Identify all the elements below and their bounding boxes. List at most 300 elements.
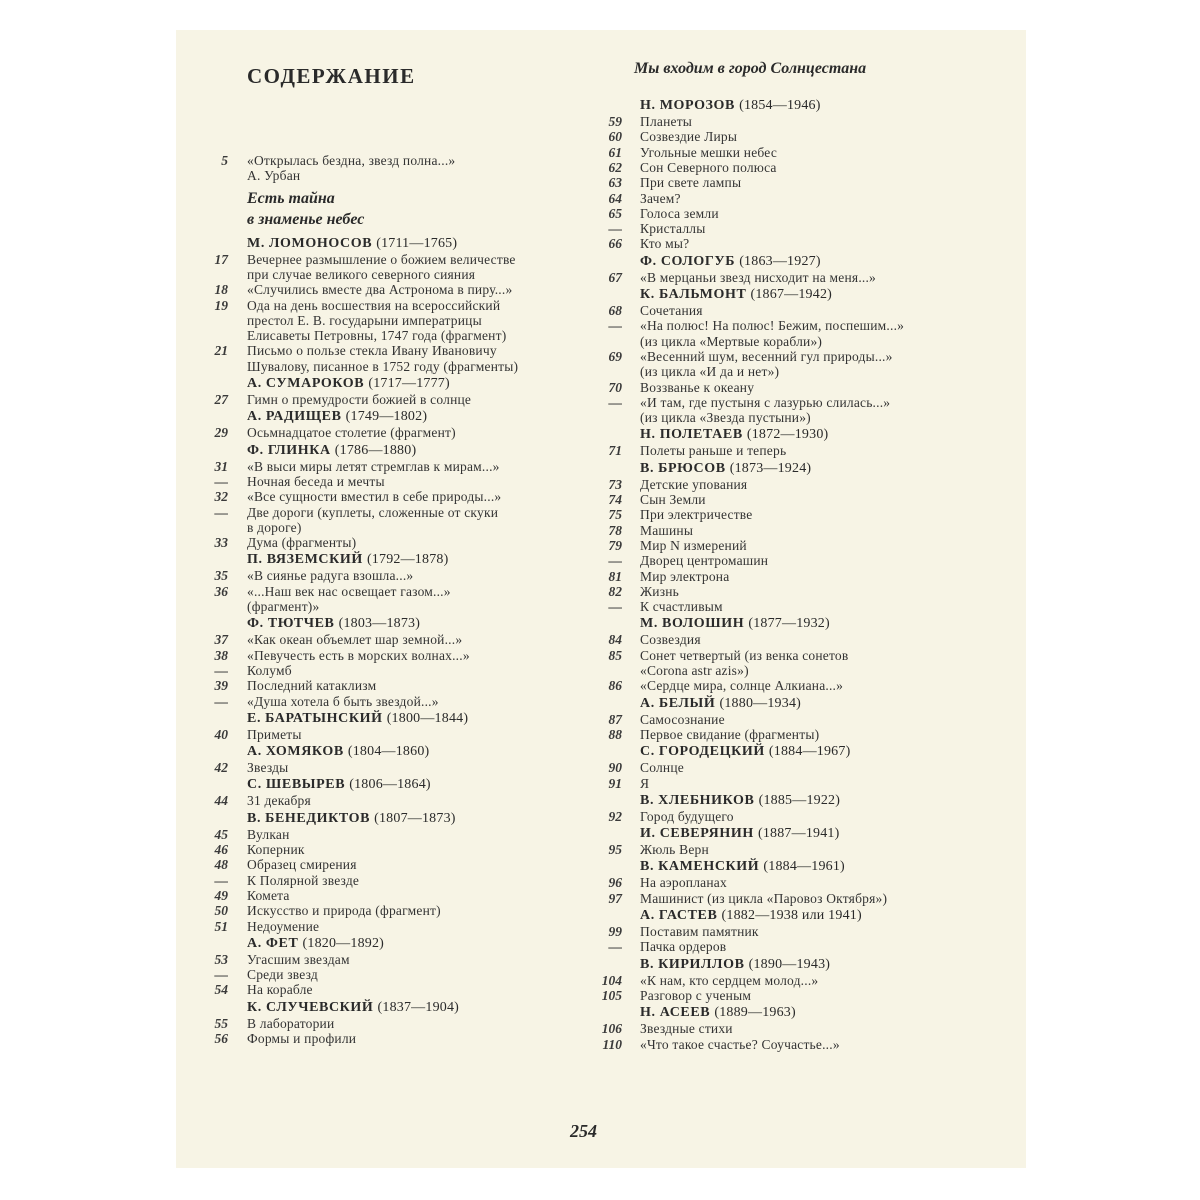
author-years: (1867—1942) xyxy=(750,287,833,302)
toc-entry xyxy=(176,425,596,441)
toc-entry xyxy=(598,924,1026,940)
entry-title: «В сиянье радуга взошла...» xyxy=(247,568,414,584)
author-heading xyxy=(176,811,596,827)
entry-page-number: 87 xyxy=(608,711,622,727)
author-years: (1882—1938 или 1941) xyxy=(721,908,862,923)
entry-page-number: 36 xyxy=(214,583,228,599)
entry-page-number: 81 xyxy=(608,568,622,584)
entry-title: Угольные мешки небес xyxy=(640,144,778,160)
author-heading xyxy=(598,1005,1026,1021)
author-heading xyxy=(176,552,596,568)
toc-entry xyxy=(598,569,1026,585)
entry-title: Искусство и природа (фрагмент) xyxy=(247,903,441,919)
entry-page-number: 61 xyxy=(608,144,622,160)
toc-entry xyxy=(598,973,1026,989)
toc-entry xyxy=(598,875,1026,891)
toc-entry xyxy=(598,538,1026,554)
entry-page-number: 51 xyxy=(214,918,228,934)
author-years: (1880—1934) xyxy=(719,695,802,711)
entry-title: Гимн о премудрости божией в солнце xyxy=(247,392,472,407)
entry-title: Мир N измерений xyxy=(640,537,747,553)
entry-title: при случае великого северного сияния xyxy=(247,266,476,282)
entry-title: «Певучесть есть в морских волнах...» xyxy=(247,647,470,663)
toc-entry xyxy=(598,776,1026,792)
entry-title: Приметы xyxy=(247,726,302,742)
entry-title: Образец смирения xyxy=(247,857,357,873)
author-heading xyxy=(176,616,596,632)
entry-title: Жизнь xyxy=(640,583,680,599)
author-name: Е. БАРАТЫНСКИЙ (1800—1844) xyxy=(247,710,469,726)
toc-entry xyxy=(176,1016,596,1032)
author-heading xyxy=(176,936,596,952)
toc-entry xyxy=(176,328,596,344)
entry-title: в дороге) xyxy=(247,519,302,535)
entry-page-number: 84 xyxy=(608,632,622,648)
entry-title: Голоса земли xyxy=(640,205,719,221)
toc-entry xyxy=(176,982,596,998)
toc-entry xyxy=(598,727,1026,743)
entry-title: Мир электрона xyxy=(640,568,730,584)
entry-page-number: 39 xyxy=(214,678,228,694)
entry-page-number: 35 xyxy=(214,568,228,584)
entry-page-number: 59 xyxy=(608,114,622,129)
author-name: С. ШЕВЫРЕВ (1806—1864) xyxy=(247,777,431,793)
entry-title: На аэропланах xyxy=(640,875,727,891)
entry-title: «Душа хотела б быть звездой...» xyxy=(247,693,439,709)
toc-entry xyxy=(598,492,1026,508)
entry-page-number: 75 xyxy=(608,507,622,523)
entry-page-number: 79 xyxy=(608,537,622,553)
toc-entry xyxy=(598,303,1026,319)
toc-entry xyxy=(176,648,596,664)
toc-entry xyxy=(598,584,1026,600)
entry-page-number: 78 xyxy=(608,522,622,538)
author-heading xyxy=(598,793,1026,809)
toc-entry xyxy=(598,114,1026,130)
entry-title: В лаборатории xyxy=(247,1015,335,1031)
entry-title: Поставим памятник xyxy=(640,924,759,939)
entry-page-number: 68 xyxy=(608,303,622,318)
entry-title: Шувалову, писанное в 1752 году (фрагменты) xyxy=(247,358,519,374)
entry-title: При электричестве xyxy=(640,507,753,523)
toc-entry xyxy=(176,153,596,169)
entry-page-number: — xyxy=(214,967,228,983)
entry-page-number: 66 xyxy=(608,236,622,252)
toc-entry xyxy=(176,535,596,551)
author-heading xyxy=(176,376,596,392)
entry-page-number: 82 xyxy=(608,583,622,599)
author-name: Н. ПОЛЕТАЕВ (1872—1930) xyxy=(640,427,829,443)
toc-entry xyxy=(176,873,596,889)
entry-title: Первое свидание (фрагменты) xyxy=(640,726,820,742)
entry-title: Дворец центромашин xyxy=(640,553,769,569)
toc-entry xyxy=(176,888,596,904)
entry-title: Я xyxy=(640,775,650,791)
toc-entry xyxy=(598,334,1026,350)
entry-page-number: 67 xyxy=(608,269,622,285)
toc-entry xyxy=(598,523,1026,539)
toc-entry xyxy=(598,145,1026,161)
entry-title: Машинист (из цикла «Паровоз Октября») xyxy=(640,890,888,906)
toc-entry xyxy=(598,648,1026,664)
entry-title: Формы и профили xyxy=(247,1031,357,1046)
author-name: И. СЕВЕРЯНИН (1887—1941) xyxy=(640,826,840,842)
entry-title: Зачем? xyxy=(640,190,681,206)
entry-page-number: 90 xyxy=(608,760,622,776)
entry-page-number: — xyxy=(608,553,622,569)
entry-page-number: 21 xyxy=(214,343,228,359)
toc-entry xyxy=(598,1021,1026,1037)
toc-entry xyxy=(176,459,596,475)
entry-title: Созвездие Лиры xyxy=(640,129,738,145)
entry-title: «Сердце мира, солнце Алкиана...» xyxy=(640,678,844,694)
entry-page-number: — xyxy=(214,662,228,678)
entry-page-number: 105 xyxy=(601,987,622,1003)
toc-entry xyxy=(176,599,596,615)
entry-page-number: 95 xyxy=(608,842,622,858)
entry-title: Самосознание xyxy=(640,711,725,727)
toc-entry xyxy=(176,168,596,184)
entry-title: К Полярной звезде xyxy=(247,872,360,888)
toc-entry xyxy=(598,206,1026,222)
entry-title: «Что такое счастье? Соучастье...» xyxy=(640,1036,840,1052)
toc-entry xyxy=(598,599,1026,615)
entry-page-number: 86 xyxy=(608,678,622,694)
entry-page-number: 65 xyxy=(608,205,622,221)
toc-entry xyxy=(598,236,1026,252)
entry-title: Сон Северного полюса xyxy=(640,159,777,175)
entry-title: «В мерцаньи звезд нисходит на меня...» xyxy=(640,269,876,285)
entry-title: Комета xyxy=(247,887,290,903)
author-name: А. ГАСТЕВ (1882—1938 или 1941) xyxy=(640,908,862,923)
entry-title: Сын Земли xyxy=(640,492,706,507)
author-heading xyxy=(176,777,596,793)
toc-entry xyxy=(176,793,596,809)
entry-page-number: 55 xyxy=(214,1015,228,1031)
author-name: В. КИРИЛЛОВ (1890—1943) xyxy=(640,956,831,972)
entry-title: Город будущего xyxy=(640,808,734,824)
entry-title: Звезды xyxy=(247,760,289,776)
entry-page-number: 48 xyxy=(214,857,228,873)
author-heading xyxy=(598,908,1026,924)
toc-entry xyxy=(176,663,596,679)
toc-entry xyxy=(176,392,596,408)
entry-page-number: 31 xyxy=(214,458,228,474)
entry-page-number: 91 xyxy=(608,775,622,791)
entry-title: Елисаветы Петровны, 1747 года (фрагмент) xyxy=(247,328,507,344)
entry-page-number: 97 xyxy=(608,890,622,906)
author-years: (1884—1967) xyxy=(768,744,851,760)
entry-title: (из цикла «Мертвые корабли») xyxy=(640,333,823,349)
author-years: (1804—1860) xyxy=(347,744,430,760)
entry-title: Коперник xyxy=(247,842,305,857)
entry-title: (из цикла «Звезда пустыни») xyxy=(640,410,811,426)
entry-title: Вечернее размышление о божием величестве xyxy=(247,251,516,267)
entry-title: Детские упования xyxy=(640,476,748,492)
author-heading xyxy=(176,711,596,727)
entry-title: «Весенний шум, весенний гул природы...» xyxy=(640,348,893,364)
toc-entry xyxy=(598,129,1026,145)
author-name: В. КАМЕНСКИЙ (1884—1961) xyxy=(640,859,845,875)
entry-page-number: 92 xyxy=(608,808,622,824)
entry-title: Колумб xyxy=(247,662,292,678)
toc-entry xyxy=(176,584,596,600)
entry-page-number: 74 xyxy=(608,492,622,507)
entry-title: Письмо о пользе стекла Ивану Ивановичу xyxy=(247,343,497,359)
toc-entry xyxy=(598,410,1026,426)
author-years: (1873—1924) xyxy=(729,460,812,476)
toc-entry xyxy=(176,903,596,919)
author-years: (1749—1802) xyxy=(345,409,428,425)
entry-page-number: — xyxy=(608,939,622,955)
author-name: А. ХОМЯКОВ (1804—1860) xyxy=(247,744,430,760)
entry-page-number: — xyxy=(608,394,622,410)
entry-page-number: — xyxy=(608,599,622,615)
book-page xyxy=(176,30,1026,1168)
toc-entry xyxy=(598,380,1026,396)
author-heading xyxy=(598,461,1026,477)
entry-title: Полеты раньше и теперь xyxy=(640,443,787,459)
author-name: Ф. ТЮТЧЕВ (1803—1873) xyxy=(247,616,421,632)
toc-entry xyxy=(598,221,1026,237)
author-heading xyxy=(598,427,1026,443)
toc-entry xyxy=(598,939,1026,955)
toc-entry xyxy=(598,443,1026,459)
entry-page-number: 106 xyxy=(601,1021,622,1037)
entry-page-number: 53 xyxy=(214,951,228,967)
entry-page-number: 73 xyxy=(608,476,622,492)
toc-entry xyxy=(598,678,1026,694)
author-years: (1884—1961) xyxy=(763,859,845,875)
entry-title: Угасшим звездам xyxy=(247,951,350,967)
entry-title: Дума (фрагменты) xyxy=(247,535,357,551)
author-heading xyxy=(598,254,1026,270)
author-years: (1786—1880) xyxy=(334,442,417,458)
entry-title: Две дороги (куплеты, сложенные от скуки xyxy=(247,504,499,520)
entry-page-number: 49 xyxy=(214,887,228,903)
entry-page-number: 44 xyxy=(214,793,228,809)
entry-title: Планеты xyxy=(640,114,693,129)
toc-entry xyxy=(598,663,1026,679)
entry-page-number: 54 xyxy=(214,982,228,998)
author-years: (1885—1922) xyxy=(758,792,841,808)
toc-entry xyxy=(598,364,1026,380)
entry-title: Ода на день восшествия на всероссийский xyxy=(247,297,501,313)
entry-page-number: 110 xyxy=(602,1036,622,1052)
entry-page-number: 70 xyxy=(608,379,622,395)
entry-page-number: — xyxy=(214,504,228,520)
toc-entry xyxy=(598,632,1026,648)
entry-page-number: — xyxy=(608,221,622,237)
author-name: К. СЛУЧЕВСКИЙ (1837—1904) xyxy=(247,999,460,1015)
entry-page-number: 99 xyxy=(608,924,622,939)
author-heading xyxy=(598,98,1026,114)
author-years: (1863—1927) xyxy=(739,253,821,269)
entry-page-number: 60 xyxy=(608,129,622,145)
entry-title: Осьмнадцатое столетие (фрагмент) xyxy=(247,425,456,441)
contents-title: СОДЕРЖАНИЕ xyxy=(247,64,416,88)
toc-entry xyxy=(598,477,1026,493)
toc-entry xyxy=(176,359,596,375)
author-heading xyxy=(176,443,596,459)
entry-title: «Corona astr azis») xyxy=(640,663,749,678)
toc-entry xyxy=(176,952,596,968)
entry-page-number: 5 xyxy=(221,153,228,168)
entry-page-number: 96 xyxy=(608,875,622,891)
entry-title: 31 декабря xyxy=(247,793,311,809)
entry-title: Сонет четвертый (из венка сонетов xyxy=(640,647,849,663)
entry-title: Машины xyxy=(640,522,694,538)
toc-entry xyxy=(176,282,596,298)
author-years: (1792—1878) xyxy=(366,552,449,568)
toc-entry xyxy=(176,678,596,694)
toc-entry xyxy=(598,349,1026,365)
entry-page-number: 64 xyxy=(608,190,622,206)
toc-entry xyxy=(598,191,1026,207)
toc-entry xyxy=(176,298,596,314)
toc-entry xyxy=(598,988,1026,1004)
entry-title: Разговор с ученым xyxy=(640,987,752,1003)
entry-page-number: 85 xyxy=(608,647,622,663)
author-name: Ф. ГЛИНКА (1786—1880) xyxy=(247,442,417,458)
toc-entry xyxy=(176,967,596,983)
entry-page-number: 45 xyxy=(214,826,228,842)
entry-title: «На полюс! На полюс! Бежим, поспешим...» xyxy=(640,318,905,334)
author-heading xyxy=(598,287,1026,303)
entry-page-number: 104 xyxy=(601,972,622,988)
author-name: А. ФЕТ (1820—1892) xyxy=(247,935,385,951)
author-name: Н. АСЕЕВ (1889—1963) xyxy=(640,1005,796,1021)
entry-title: Ночная беседа и мечты xyxy=(247,473,385,489)
entry-title: Солнце xyxy=(640,760,684,776)
entry-title: Воззванье к океану xyxy=(640,379,755,395)
entry-title: При свете лампы xyxy=(640,175,742,191)
entry-page-number: 17 xyxy=(214,251,228,267)
author-name: В. БЕНЕДИКТОВ (1807—1873) xyxy=(247,810,456,826)
author-years: (1889—1963) xyxy=(714,1005,796,1021)
entry-page-number: — xyxy=(214,473,228,489)
toc-entry xyxy=(598,1037,1026,1053)
entry-page-number: 46 xyxy=(214,842,228,857)
entry-page-number: — xyxy=(214,693,228,709)
author-name: В. БРЮСОВ (1873—1924) xyxy=(640,460,812,476)
toc-entry xyxy=(176,568,596,584)
author-years: (1820—1892) xyxy=(302,935,385,951)
author-years: (1717—1777) xyxy=(368,376,450,391)
entry-title: Кто мы? xyxy=(640,236,690,252)
author-heading xyxy=(598,859,1026,875)
toc-entry xyxy=(176,919,596,935)
entry-page-number: 27 xyxy=(214,392,228,407)
entry-title: К счастливым xyxy=(640,599,723,615)
toc-entry xyxy=(176,760,596,776)
author-heading xyxy=(176,409,596,425)
author-years: (1872—1930) xyxy=(746,427,829,443)
entry-page-number: 69 xyxy=(608,348,622,364)
entry-page-number: 42 xyxy=(214,760,228,776)
entry-page-number: 18 xyxy=(214,282,228,298)
toc-entry xyxy=(176,489,596,505)
toc-entry xyxy=(176,632,596,648)
toc-entry xyxy=(598,507,1026,523)
entry-title: (из цикла «И да и нет») xyxy=(640,364,780,380)
section-title-line: Есть тайна xyxy=(247,189,335,207)
entry-page-number: 29 xyxy=(214,425,228,441)
author-years: (1837—1904) xyxy=(377,999,460,1015)
entry-title: Звездные стихи xyxy=(640,1021,733,1037)
author-heading xyxy=(598,696,1026,712)
toc-entry xyxy=(176,505,596,521)
entry-title: Среди звезд xyxy=(247,967,318,983)
toc-entry xyxy=(598,891,1026,907)
author-heading xyxy=(598,744,1026,760)
section-title-line: в знаменье небес xyxy=(247,210,365,228)
entry-title: Недоумение xyxy=(247,918,320,934)
entry-title: Пачка ордеров xyxy=(640,939,727,955)
toc-entry xyxy=(598,175,1026,191)
toc-entry xyxy=(176,313,596,329)
author-name: С. ГОРОДЕЦКИЙ (1884—1967) xyxy=(640,744,851,760)
entry-page-number: 40 xyxy=(214,726,228,742)
author-heading xyxy=(598,616,1026,632)
entry-title: «В выси миры летят стремглав к мирам...» xyxy=(247,458,500,474)
entry-title: «...Наш век нас освещает газом...» xyxy=(247,583,451,599)
entry-page-number: 37 xyxy=(214,632,228,648)
entry-page-number: 32 xyxy=(214,489,228,505)
toc-entry xyxy=(176,252,596,268)
toc-entry xyxy=(598,712,1026,728)
toc-entry xyxy=(598,809,1026,825)
entry-page-number: 50 xyxy=(214,903,228,919)
author-years: (1854—1946) xyxy=(739,98,821,113)
toc-entry xyxy=(598,842,1026,858)
entry-page-number: 38 xyxy=(214,647,228,663)
author-years: (1807—1873) xyxy=(374,810,456,826)
author-name: Ф. СОЛОГУБ (1863—1927) xyxy=(640,253,821,269)
toc-entry xyxy=(176,727,596,743)
entry-page-number: 71 xyxy=(608,443,622,459)
entry-page-number: 33 xyxy=(214,535,228,551)
entry-title: На корабле xyxy=(247,982,313,998)
entry-title: «Все сущности вместил в себе природы...» xyxy=(247,489,502,505)
author-heading xyxy=(598,957,1026,973)
entry-page-number: 62 xyxy=(608,159,622,175)
page-number: 254 xyxy=(570,1121,597,1141)
toc-entry xyxy=(176,267,596,283)
author-years: (1877—1932) xyxy=(748,616,830,632)
entry-title: «Открылась бездна, звезд полна...» xyxy=(247,153,456,168)
author-name: В. ХЛЕБНИКОВ (1885—1922) xyxy=(640,792,841,808)
section-title-right: Мы входим в город Солнцестана xyxy=(634,60,867,77)
entry-title: престол Е. В. государыни императрицы xyxy=(247,312,482,328)
author-years: (1803—1873) xyxy=(338,616,421,632)
entry-title: Вулкан xyxy=(247,826,290,842)
author-name: М. ВОЛОШИН (1877—1932) xyxy=(640,616,830,632)
toc-entry xyxy=(176,474,596,490)
entry-title: Созвездия xyxy=(640,632,701,648)
entry-title: «Случились вместе два Астронома в пиру...» xyxy=(247,282,513,298)
author-name: К. БАЛЬМОНТ (1867—1942) xyxy=(640,287,833,302)
entry-title: «И там, где пустыня с лазурью слилась...» xyxy=(640,394,891,410)
toc-entry xyxy=(176,1031,596,1047)
toc-entry xyxy=(598,395,1026,411)
author-years: (1800—1844) xyxy=(386,710,469,726)
entry-title: «К нам, кто сердцем молод...» xyxy=(640,972,819,988)
entry-title: Сочетания xyxy=(640,303,703,318)
toc-entry xyxy=(598,270,1026,286)
entry-title: А. Урбан xyxy=(247,168,301,184)
author-name: А. БЕЛЫЙ (1880—1934) xyxy=(640,695,802,711)
